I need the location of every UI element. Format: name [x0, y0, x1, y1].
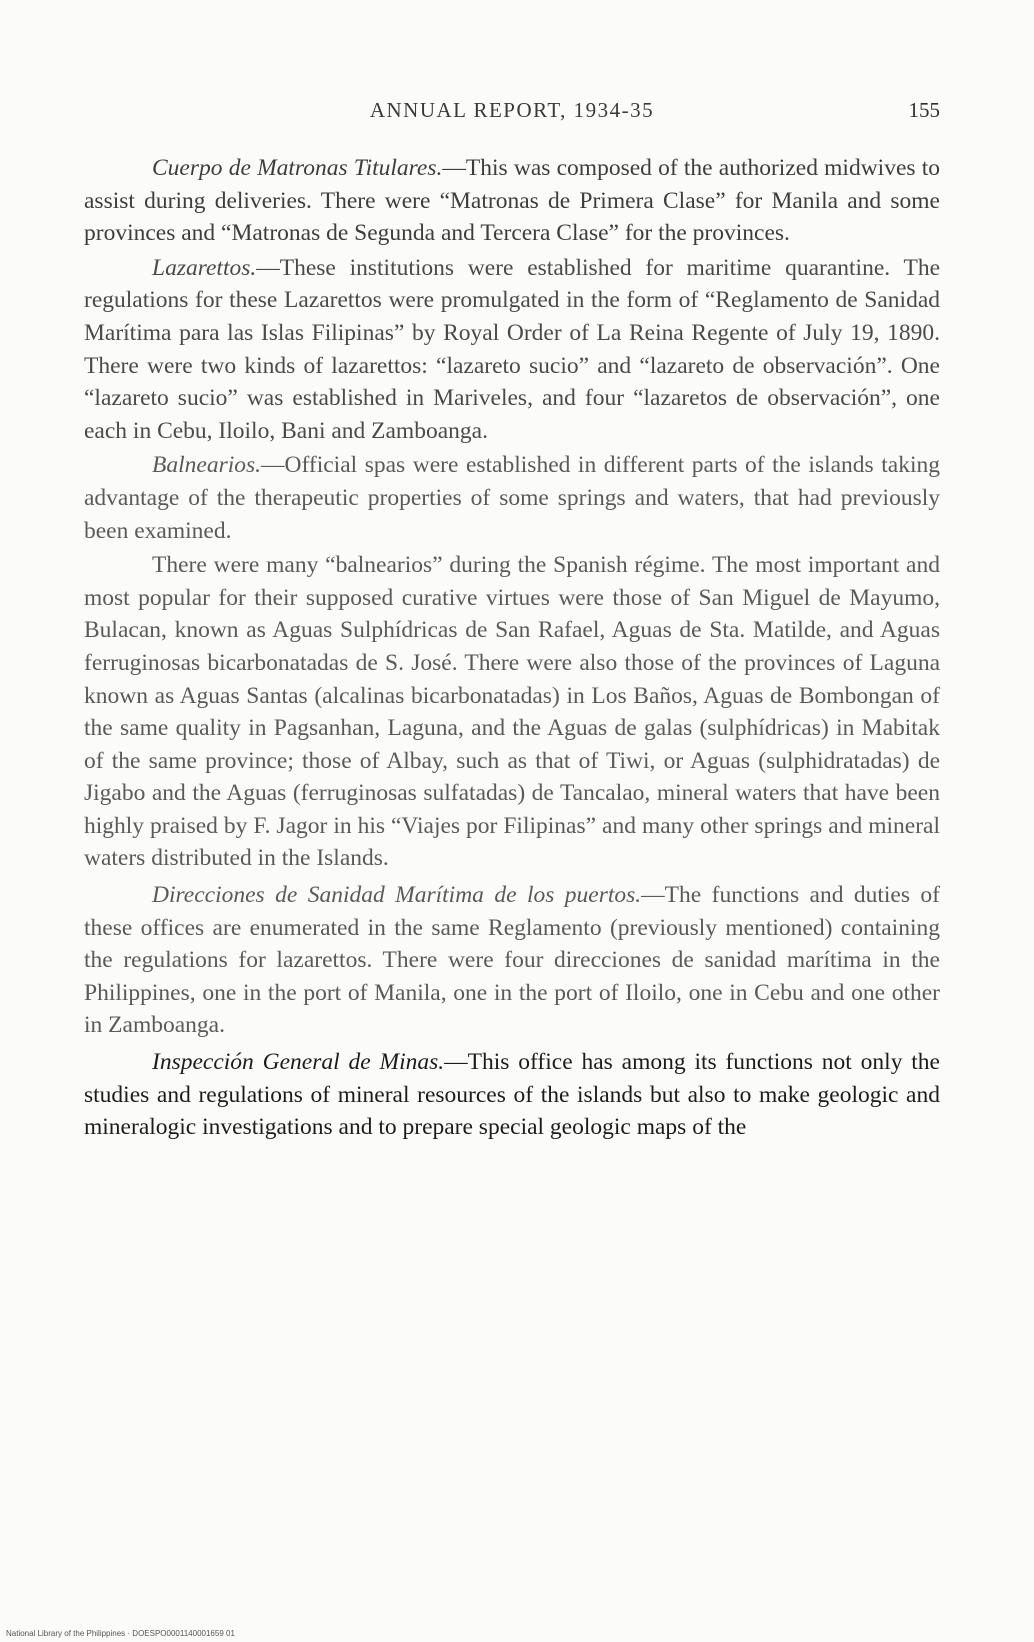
paragraph-text: There were many “balnearios” during the Spanish régime. The most important and most popular for their supposed curative virtues were those of San Miguel de Mayumo, Bulacan, known as Aguas Sulphídricas de San Rafael, Aguas de Sta. Matilde, and Aguas ferruginosas bicarbonatadas de S. José. There were also those of the provinces of Laguna known as Aguas Santas (alcalinas bicarbonatadas) in Los Baños, Aguas de Bombongan of the same quality in Pagsanhan, Laguna, and the Aguas de galas (sulphídricas) in Mabitak of the same province; those of Albay, such as that of Tiwi, or Aguas (sulphidratadas) de Jigabo and the Aguas (ferruginosas sulfatadas) de Tancalao, mineral waters that have been highly praised by F. Jagor in his “Viajes por Filipinas” and many other springs and mineral waters distributed in the Islands.: [84, 552, 940, 872]
paragraph-heading: Balnearios.: [152, 452, 262, 479]
paragraph-matronas: [84, 152, 940, 250]
paragraph-heading: Inspección General de Minas.: [152, 1049, 445, 1076]
paragraph-heading: Cuerpo de Matronas Titulares.: [152, 155, 443, 181]
page-number: 155: [908, 98, 940, 122]
paragraph-text: —This was composed of the authorized midwives to assist during deliveries. There were “Matronas de Primera Clase” for Manila and some provinces and “Matronas de Segunda and Tercera Clase” for the provinces.: [84, 155, 941, 247]
paragraph-text: —These institutions were established for maritime quarantine. The regulations for these Lazarettos were promulgated in the form of “Reglamento de Sanidad Marítima para las Islas Filipinas” by Royal Order of La Reina Regente of July 19, 1890. There were two kinds of lazarettos: “lazareto sucio” and “lazareto de observación”. One “lazareto sucio” was established in Mariveles, and four “lazaretos de observación”, one each in Cebu, Iloilo, Bani and Zamboanga.: [84, 254, 940, 444]
paragraph-text: —This office has among its functions not only the studies and regulations of mineral resources of the islands but also to make geologic and mineralogic investigations and to prepare special geologic maps of the: [84, 1049, 940, 1141]
source-footer: National Library of the Philippines · DOESPO0001140001659 01: [6, 1629, 235, 1638]
page-header: [84, 98, 940, 134]
paragraph-balnearios: [84, 449, 940, 547]
paragraph-lazarettos: [84, 252, 940, 448]
paragraph-text: —Official spas were established in different parts of the islands taking advantage of the therapeutic properties of some springs and waters, that had previously been examined.: [84, 452, 940, 544]
paragraph-heading: Direcciones de Sanidad Marítima de los puertos.: [152, 882, 642, 909]
paragraph-heading: Lazarettos.: [152, 254, 257, 281]
paragraph-direcciones: [84, 879, 940, 1042]
running-title: ANNUAL REPORT, 1934-35: [369, 98, 655, 122]
paragraph-balnearios-list: [84, 549, 940, 875]
paragraph-minas: [84, 1046, 940, 1144]
body-text: [84, 152, 940, 1144]
paragraph-text: —The functions and duties of these offices are enumerated in the same Reglamento (previously mentioned) containing the regulations for lazarettos. There were four direcciones de sanidad marítima in the Philippines, one in the port of Manila, one in the port of Iloilo, one in Cebu and one other in Zamboanga.: [84, 882, 940, 1039]
